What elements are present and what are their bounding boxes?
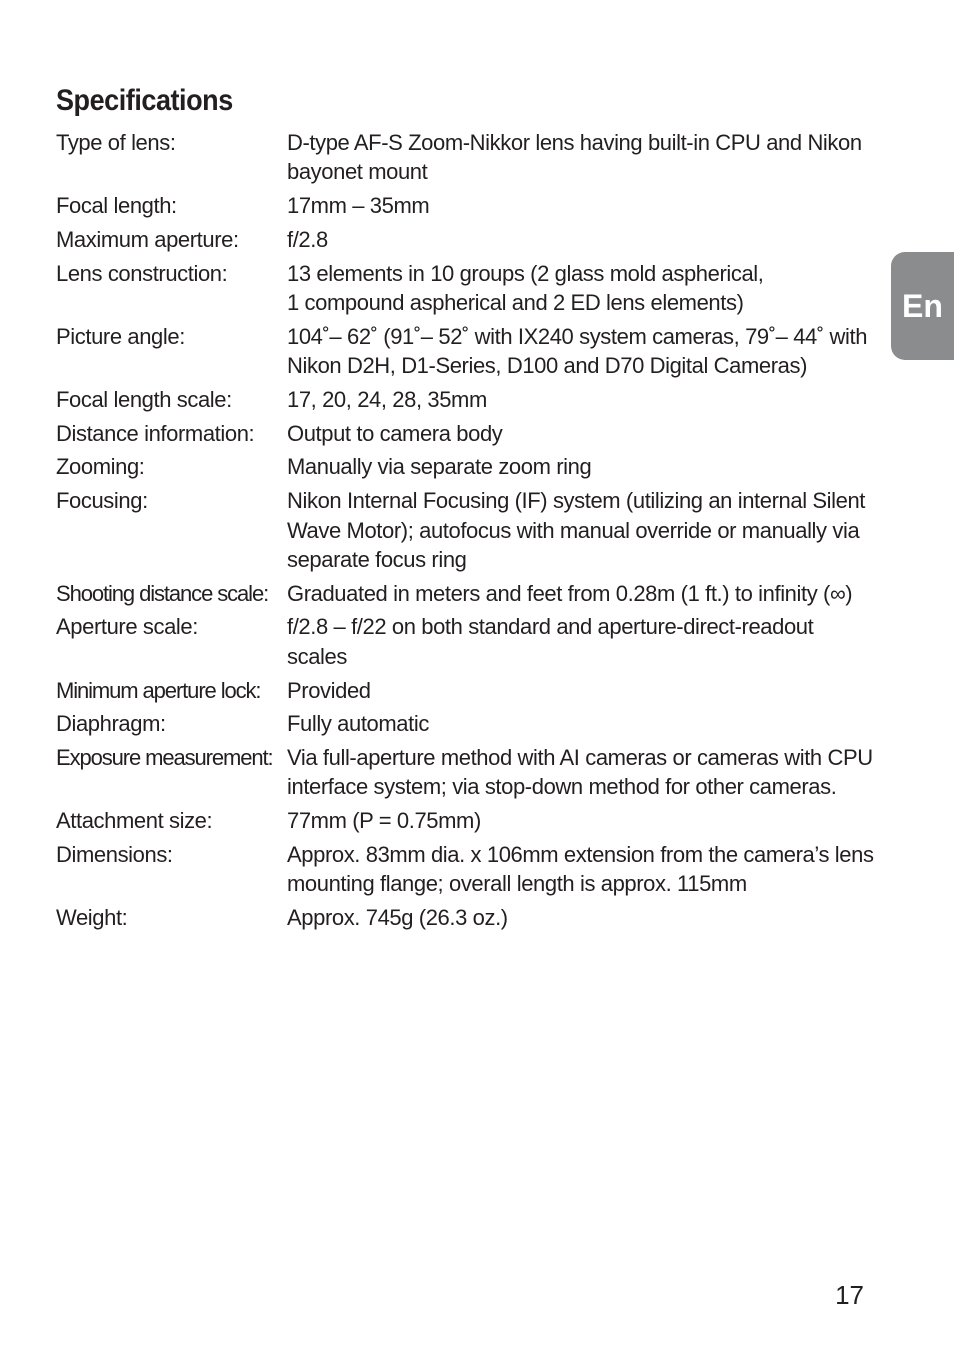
spec-row-minimum-aperture-lock: [56, 676, 876, 705]
page-title: Specifications: [56, 84, 233, 117]
spec-row-maximum-aperture: [56, 225, 876, 254]
spec-value: 77mm (P = 0.75mm): [287, 808, 481, 834]
language-tab: En: [891, 252, 954, 360]
spec-label: Weight:: [56, 905, 128, 931]
spec-label: Aperture scale:: [56, 614, 198, 640]
spec-value: Manually via separate zoom ring: [287, 454, 592, 480]
spec-value: f/2.8 – f/22 on both standard and aperture-direct-readout scales: [287, 614, 814, 669]
spec-value: 13 elements in 10 groups (2 glass mold aspherical, 1 compound aspherical and 2 ED lens elements): [287, 260, 764, 315]
spec-label: Focal length:: [56, 193, 177, 219]
spec-label: Minimum aperture lock:: [56, 677, 261, 703]
spec-row-diaphragm: [56, 709, 876, 738]
spec-label: Picture angle:: [56, 323, 185, 349]
spec-label: Focusing:: [56, 488, 148, 514]
spec-value: Nikon Internal Focusing (IF) system (utilizing an internal Silent Wave Motor); autofocus with manual override or manually via separate focus ring: [287, 488, 866, 572]
spec-value: Fully automatic: [287, 711, 429, 737]
spec-label: Attachment size:: [56, 808, 213, 834]
spec-label: Shooting distance scale:: [56, 580, 269, 606]
spec-list: [56, 128, 876, 937]
spec-row-aperture-scale: [56, 612, 876, 671]
spec-label: Lens construction:: [56, 260, 228, 286]
spec-value: f/2.8: [287, 226, 328, 252]
spec-value: Approx. 83mm dia. x 106mm extension from the camera’s lens mounting flange; overall length is approx. 115mm: [287, 842, 874, 897]
spec-row-focal-length-scale: [56, 385, 876, 414]
spec-row-picture-angle: [56, 322, 876, 381]
spec-row-distance-information: [56, 419, 876, 448]
spec-row-attachment-size: [56, 806, 876, 835]
spec-row-shooting-distance-scale: [56, 579, 876, 608]
spec-value: Provided: [287, 677, 371, 703]
spec-value: Output to camera body: [287, 420, 503, 446]
spec-label: Type of lens:: [56, 130, 176, 155]
page-number: 17: [835, 1280, 864, 1310]
spec-value: Via full-aperture method with AI cameras or cameras with CPU interface system; via stop-down method for other cameras.: [287, 745, 873, 800]
spec-row-zooming: [56, 452, 876, 481]
spec-row-dimensions: [56, 840, 876, 899]
spec-row-lens-construction: [56, 259, 876, 318]
spec-label: Dimensions:: [56, 842, 173, 868]
spec-label: Focal length scale:: [56, 386, 232, 412]
spec-row-focal-length: [56, 191, 876, 220]
spec-label: Distance information:: [56, 420, 255, 446]
spec-row-focusing: [56, 486, 876, 574]
spec-row-exposure-measurement: [56, 743, 876, 802]
spec-value: Approx. 745g (26.3 oz.): [287, 905, 508, 931]
spec-value: 17mm – 35mm: [287, 193, 430, 219]
spec-value: 104˚– 62˚ (91˚– 52˚ with IX240 system cameras, 79˚– 44˚ with Nikon D2H, D1-Series, D100 and D70 Digital Cameras): [287, 323, 868, 379]
spec-value: 17, 20, 24, 28, 35mm: [287, 386, 487, 412]
spec-label: Diaphragm:: [56, 711, 166, 737]
spec-row-weight: [56, 903, 876, 932]
spec-label: Zooming:: [56, 454, 145, 480]
spec-label: Maximum aperture:: [56, 226, 239, 252]
spec-value: D-type AF-S Zoom-Nikkor lens having built-in CPU and Nikon bayonet mount: [287, 130, 862, 185]
spec-row-type-of-lens: [56, 128, 876, 187]
spec-value: Graduated in meters and feet from 0.28m (1 ft.) to infinity (∞): [287, 580, 853, 606]
spec-label: Exposure measurement:: [56, 745, 273, 771]
